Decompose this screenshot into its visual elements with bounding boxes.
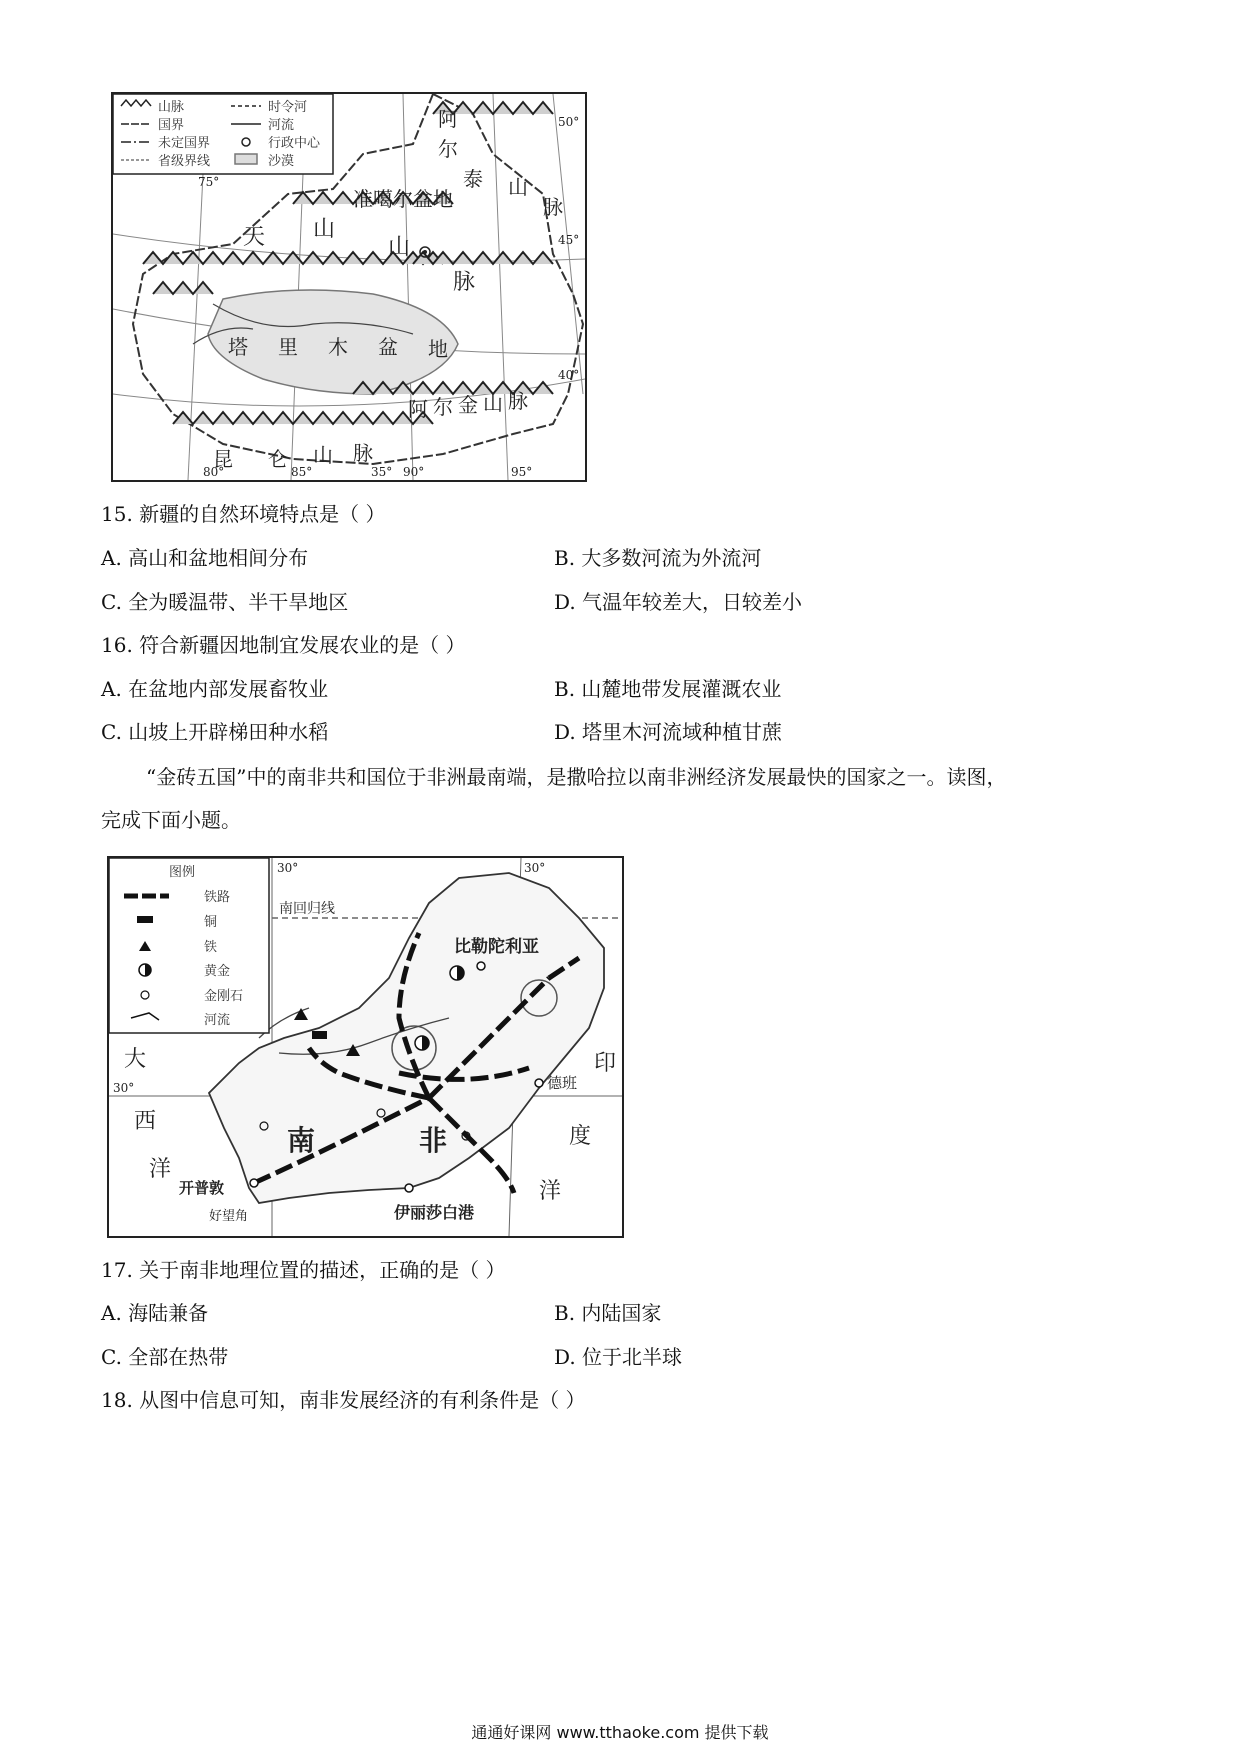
xinjiang-map-drawing	[113, 94, 585, 480]
svg-text:昆: 昆	[213, 447, 233, 471]
atlantic-2: 西	[134, 1109, 157, 1134]
svg-text:山: 山	[313, 217, 336, 242]
indian-3: 洋	[539, 1179, 562, 1204]
port-elizabeth-marker	[405, 1184, 413, 1192]
intro-line-2: 完成下面小题。	[101, 808, 241, 832]
q15-option-b: B. 大多数河流为外流河	[554, 546, 762, 570]
lon-85: 85°	[291, 465, 313, 479]
svg-text:仑: 仑	[268, 447, 288, 471]
legend-border: 国界	[158, 118, 185, 133]
legend-undefined-border: 未定国界	[158, 136, 211, 151]
legend-diamond: 金刚石	[204, 989, 244, 1004]
country-label-nan: 南	[287, 1124, 316, 1157]
q17-option-b: B. 内陆国家	[554, 1301, 662, 1325]
q16-option-c: C. 山坡上开辟梯田种水稻	[101, 720, 329, 744]
cape-of-good-hope-label: 好望角	[209, 1209, 249, 1224]
legend-province-border: 省级界线	[158, 154, 211, 169]
tropic-label: 南回归线	[279, 901, 335, 917]
xinjiang-map	[111, 92, 587, 482]
south-africa-map	[107, 856, 624, 1238]
pretoria-label: 比勒陀利亚	[454, 937, 539, 957]
indian-1: 印	[594, 1051, 617, 1076]
lon-80: 80°	[203, 465, 225, 479]
svg-text:脉: 脉	[508, 389, 528, 413]
atlantic-1: 大	[124, 1047, 147, 1072]
svg-text:盆: 盆	[378, 335, 398, 359]
legend-gold: 黄金	[204, 964, 231, 979]
junggar-label: 准噶尔盆地	[353, 187, 453, 211]
q16-option-b: B. 山麓地带发展灌溉农业	[554, 677, 782, 701]
lon-95: 95°	[511, 465, 533, 479]
svg-text:塔: 塔	[228, 335, 248, 359]
page-footer: 通通好课网 www.tthaoke.com 提供下载	[471, 1723, 769, 1742]
lat-35: 35°	[371, 465, 393, 479]
deg-30-east-top-right: 30°	[524, 861, 546, 875]
intro-line-1: “金砖五国”中的南非共和国位于非洲最南端，是撒哈拉以南非洲经济发展最快的国家之一。读图，	[146, 765, 1007, 789]
lat-45: 45°	[558, 233, 580, 247]
svg-text:脉: 脉	[353, 441, 373, 465]
legend-title: 图例	[169, 865, 196, 880]
south-africa-map-drawing	[109, 858, 622, 1236]
legend-seasonal-river: 时令河	[268, 100, 308, 115]
cape-town-marker	[250, 1179, 258, 1187]
deg-30-south: 30°	[113, 1081, 135, 1095]
q17-option-c: C. 全部在热带	[101, 1345, 229, 1369]
altai-label	[438, 107, 563, 219]
deg-30-east-top-left: 30°	[277, 861, 299, 875]
question-17-stem: 17. 关于南非地理位置的描述，正确的是（ ）	[101, 1258, 506, 1282]
svg-text:山: 山	[483, 391, 503, 415]
svg-text:阿: 阿	[408, 397, 428, 421]
legend-admin-center: 行政中心	[268, 136, 321, 151]
lon-90: 90°	[403, 465, 425, 479]
svg-text:天: 天	[243, 225, 266, 250]
q15-option-a: A. 高山和盆地相间分布	[101, 546, 309, 570]
q15-option-c: C. 全为暖温带、半干旱地区	[101, 590, 349, 614]
q16-option-d: D. 塔里木河流域种植甘蔗	[554, 720, 783, 744]
country-label-fei: 非	[419, 1124, 448, 1157]
lat-50: 50°	[558, 115, 580, 129]
copper-marker	[312, 1031, 327, 1039]
q17-option-d: D. 位于北半球	[554, 1345, 683, 1369]
legend-iron: 铁	[204, 940, 218, 955]
q16-option-a: A. 在盆地内部发展畜牧业	[101, 677, 329, 701]
svg-text:金: 金	[458, 393, 478, 417]
svg-text:地: 地	[428, 337, 448, 361]
svg-text:阿: 阿	[438, 107, 458, 131]
legend-copper: 铜	[204, 915, 218, 930]
legend-desert: 沙漠	[268, 154, 295, 169]
pretoria-marker	[477, 962, 485, 970]
question-15-stem: 15. 新疆的自然环境特点是（ ）	[101, 502, 386, 526]
port-elizabeth-label: 伊丽莎白港	[394, 1203, 475, 1222]
legend-river: 河流	[204, 1013, 231, 1028]
map2-legend-box	[109, 858, 269, 1033]
legend-railway: 铁路	[204, 890, 231, 905]
indian-2: 度	[569, 1124, 592, 1149]
svg-text:里: 里	[278, 335, 298, 359]
lon-75: 75°	[198, 175, 220, 189]
question-18-stem: 18. 从图中信息可知，南非发展经济的有利条件是（ ）	[101, 1388, 586, 1412]
atlantic-3: 洋	[149, 1157, 172, 1182]
svg-text:山: 山	[388, 235, 411, 260]
svg-text:脉: 脉	[453, 270, 476, 295]
lat-40: 40°	[558, 368, 580, 382]
iron-marker-1	[294, 1008, 308, 1020]
durban-marker	[535, 1079, 543, 1087]
gold-marker-2	[415, 1036, 429, 1050]
cape-town-label: 开普敦	[179, 1179, 225, 1197]
gold-marker-1	[450, 966, 464, 980]
question-16-stem: 16. 符合新疆因地制宜发展农业的是（ ）	[101, 633, 466, 657]
svg-text:尔: 尔	[438, 137, 458, 161]
svg-text:山: 山	[508, 175, 528, 199]
legend-mountain: 山脉	[158, 100, 185, 115]
legend-river: 河流	[268, 118, 295, 133]
q15-option-d: D. 气温年较差大，日较差小	[554, 590, 803, 614]
svg-text:尔: 尔	[433, 395, 453, 419]
svg-text:木: 木	[328, 335, 348, 359]
svg-text:泰: 泰	[463, 167, 483, 191]
svg-text:脉: 脉	[543, 195, 563, 219]
q17-option-a: A. 海陆兼备	[101, 1301, 209, 1325]
durban-label: 德班	[547, 1074, 578, 1092]
svg-text:山: 山	[313, 443, 333, 467]
